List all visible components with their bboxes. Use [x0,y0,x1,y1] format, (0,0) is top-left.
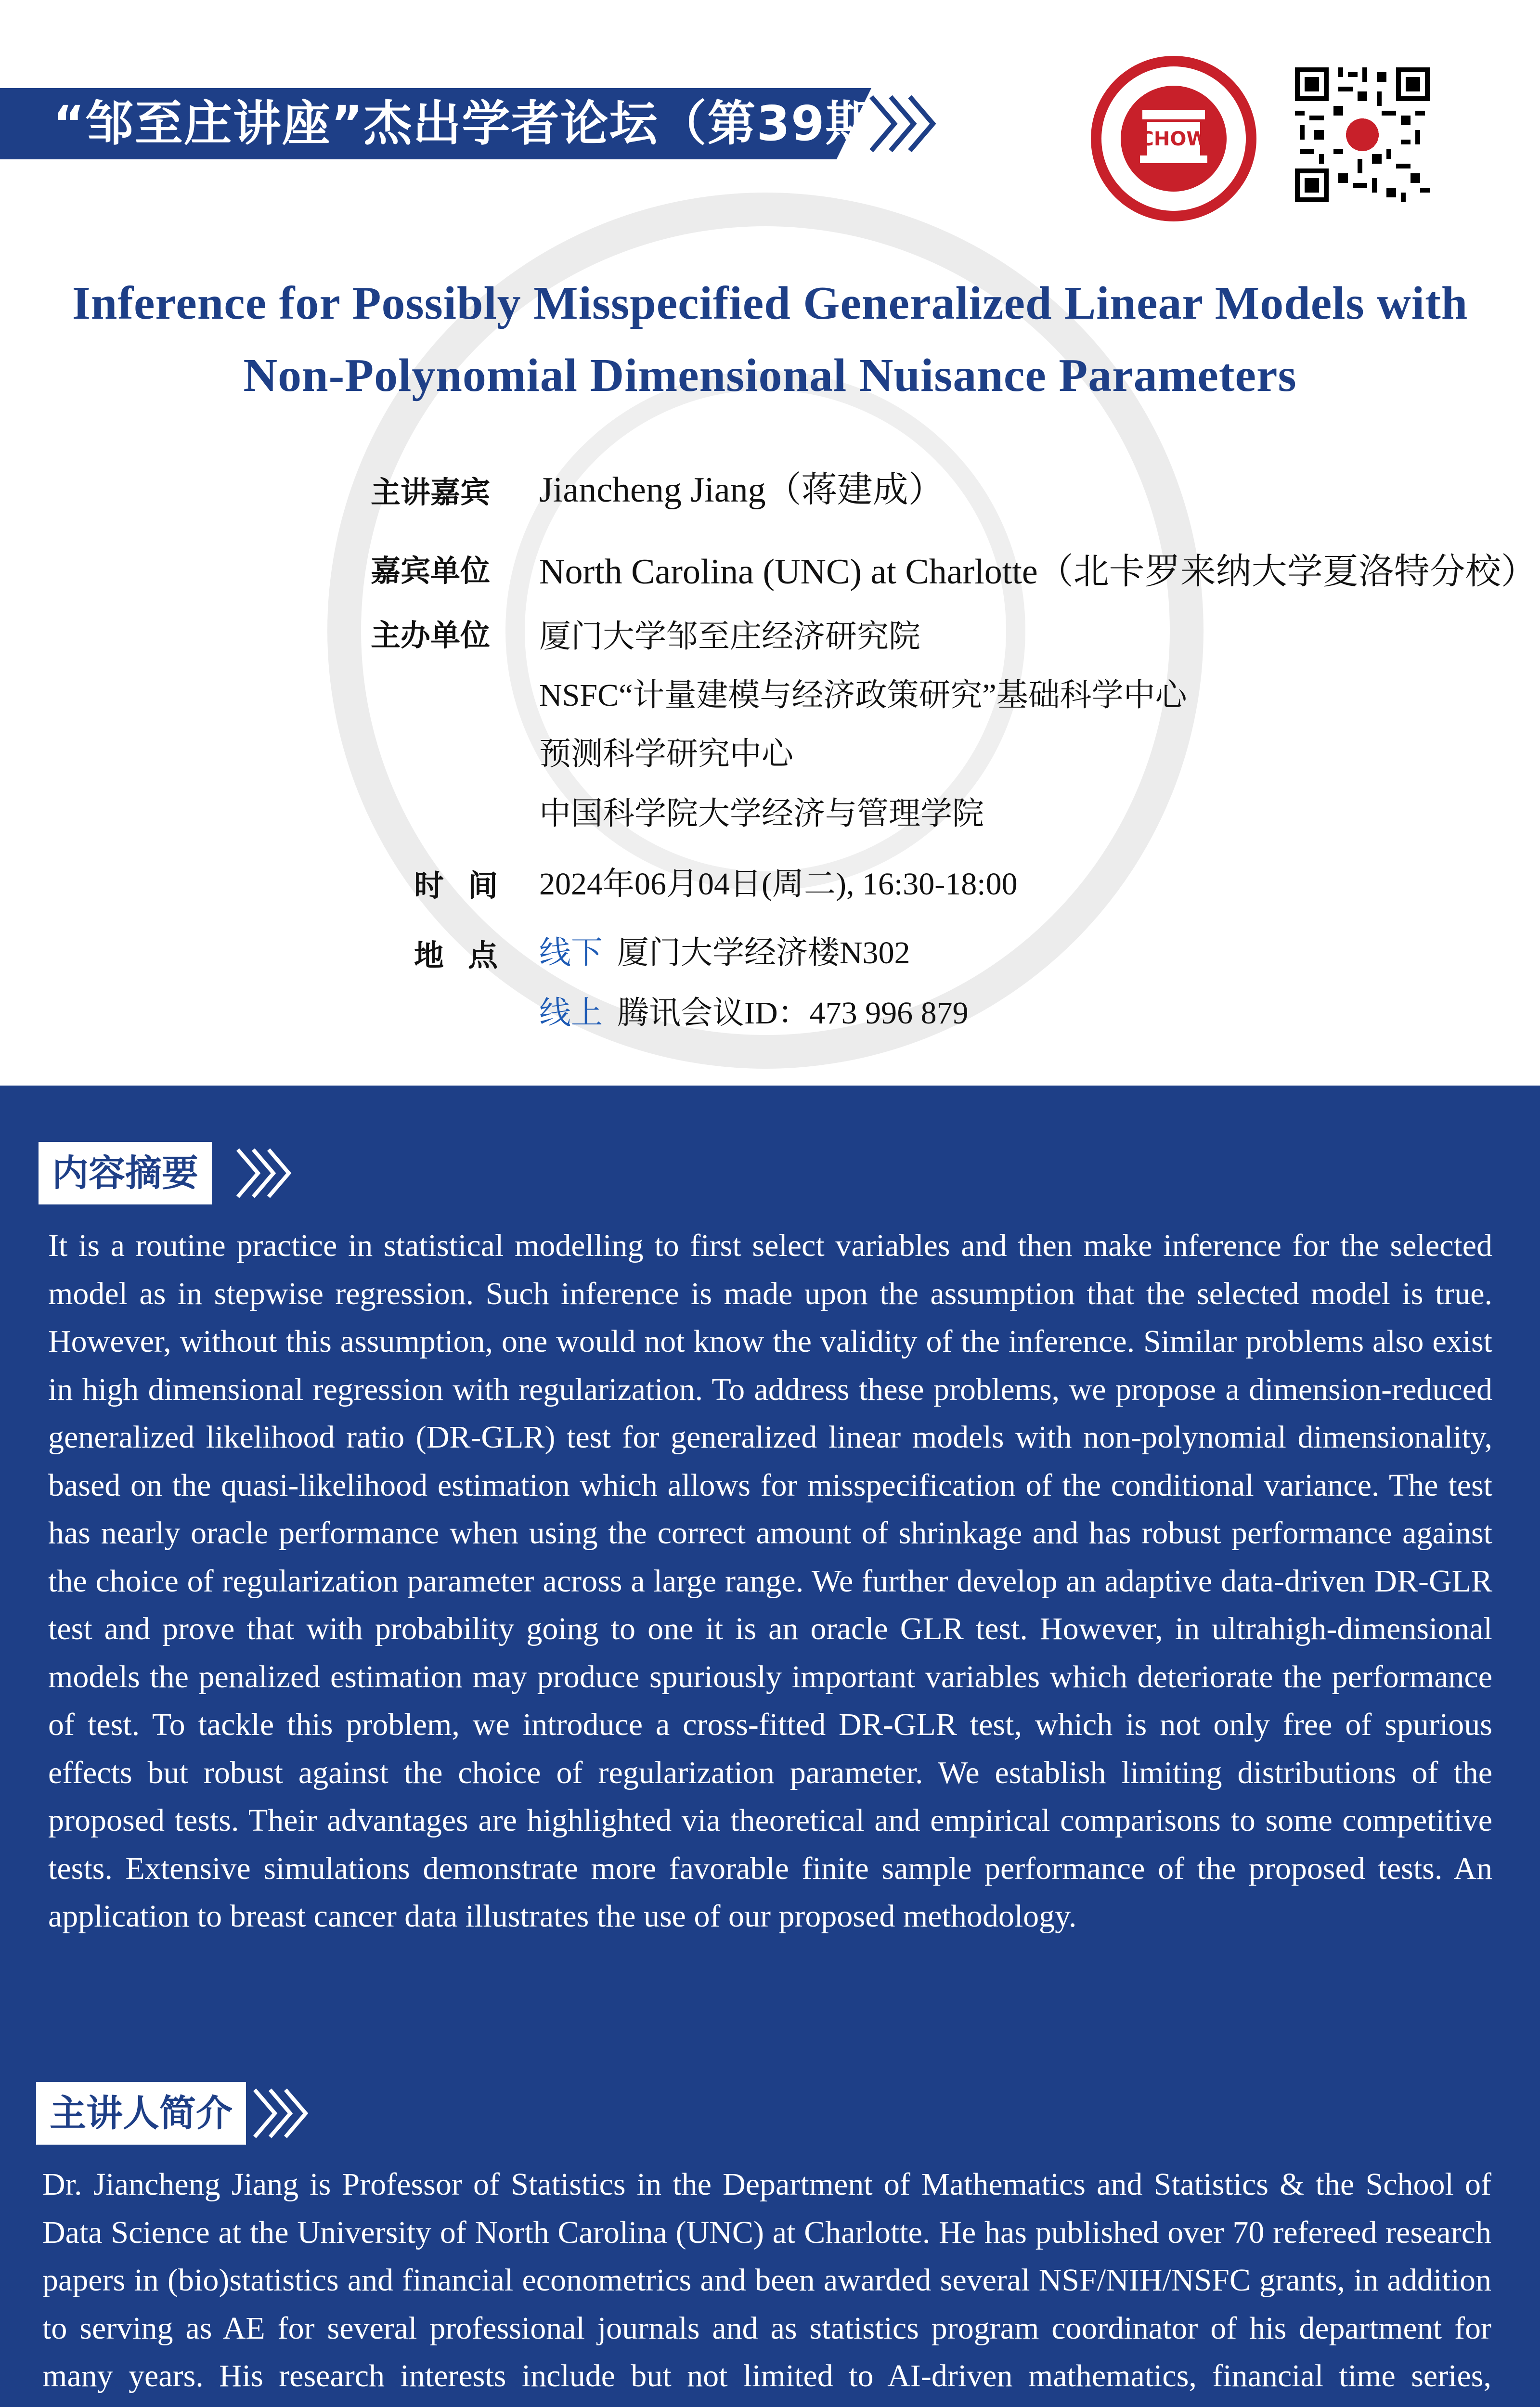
chevron-right-icon [862,88,939,159]
speaker-label: 主讲嘉宾 [371,475,491,510]
offline-venue: 厦门大学经济楼N302 [617,935,910,971]
venue-online [539,987,969,1033]
institute-logo [1087,52,1260,225]
abstract-heading-label: 内容摘要 [39,1142,212,1204]
bio-text: Dr. Jiancheng Jiang is Professor of Statistics in the Department of Mathematics and Statistics & the School of Data Science at the University of North Carolina (UNC) at Charlotte. He has published over 70 refereed research papers in (bio)statistics and financial econometrics and been awarded several NSF/NIH/NSFC grants, in addition to serving as AE for several professional journals and as statistics program coordinator of his department for many years. His research interests include but not limited to AI-driven mathematics, financial time series, [42,2167,1491,2394]
online-meeting-id: 腾讯会议ID：473 996 879 [617,996,969,1031]
time-label: 时间 [414,868,522,903]
abstract-text: It is a routine practice in statistical modelling to first select variables and then make inference for the selected model as in stepwise regression. Such inference is made upon the assumption that the selected model is true. However, without this assumption, one would not know the validity of the inference. Similar problems also exist in high dimensional regression with regularization. To address these problems, we propose a dimension-reduced generalized likelihood ratio (DR-GLR) test for generalized linear models with non-polynomial dimensionality, based on the quasi-likelihood estimation which allows for misspecification of the conditional variance. The test has nearly oracle performance when using the correct amount of shrinkage and has robust performance against the choice of regularization parameter across a large range. We further develop an adaptive data-driven DR-GLR test and prove that with probability going to one it is an oracle GLR test. However, in ultrahigh-dimensional models the penalized estimation may produce spuriously important variables which deteriorate the performance of test. To tackle this problem, we introduce a cross-fitted DR-GLR test, which is not only free of spurious effects but robust against the choice of regularization parameter. We establish limiting distributions of the proposed tests. Their advantages are highlighted via theoretical and empirical comparisons to some competitive tests. Extensive simulations demonstrate more favorable finite sample performance of the proposed tests. An application to breast cancer data illustrates the use of our proposed methodology. [48,1228,1492,1934]
venue-label: 地点 [414,938,522,973]
organizer-3: 预测科学研究中心 [539,737,793,772]
offline-tag: 线下 [539,935,603,971]
organizer-4: 中国科学院大学经济与管理学院 [539,796,984,831]
logo-text: CHOW [1139,128,1208,150]
content-section [0,1086,1540,2407]
organizer-2: NSFC“计量建模与经济政策研究”基础科学中心 [539,678,1187,713]
organizer-1: 厦门大学邹至庄经济研究院 [539,619,920,654]
venue-offline [539,927,910,972]
title-line-1: Inference for Possibly Misspecified Generalized Linear Models with [72,277,1468,329]
title-line-2: Non-Polynomial Dimensional Nuisance Parameters [243,349,1297,401]
bio-heading-label: 主讲人简介 [36,2082,246,2145]
chevron-right-icon [248,2082,315,2145]
qr-code[interactable] [1295,67,1430,202]
affiliation-label: 嘉宾单位 [371,553,491,588]
speaker-affiliation: North Carolina (UNC) at Charlotte（北卡罗来纳大学夏洛特分校） [539,552,1537,592]
event-time: 2024年06月04日(周二), 16:30-18:00 [539,867,1018,902]
header-section [0,0,1540,1086]
online-tag: 线上 [539,996,603,1031]
lecture-title [0,267,1540,412]
chevron-right-icon [231,1142,298,1204]
speaker-name: Jiancheng Jiang（蒋建成） [539,470,944,510]
series-banner-text: “邹至庄讲座”杰出学者论坛（第39期） [53,95,924,152]
organizer-label: 主办单位 [371,618,491,653]
